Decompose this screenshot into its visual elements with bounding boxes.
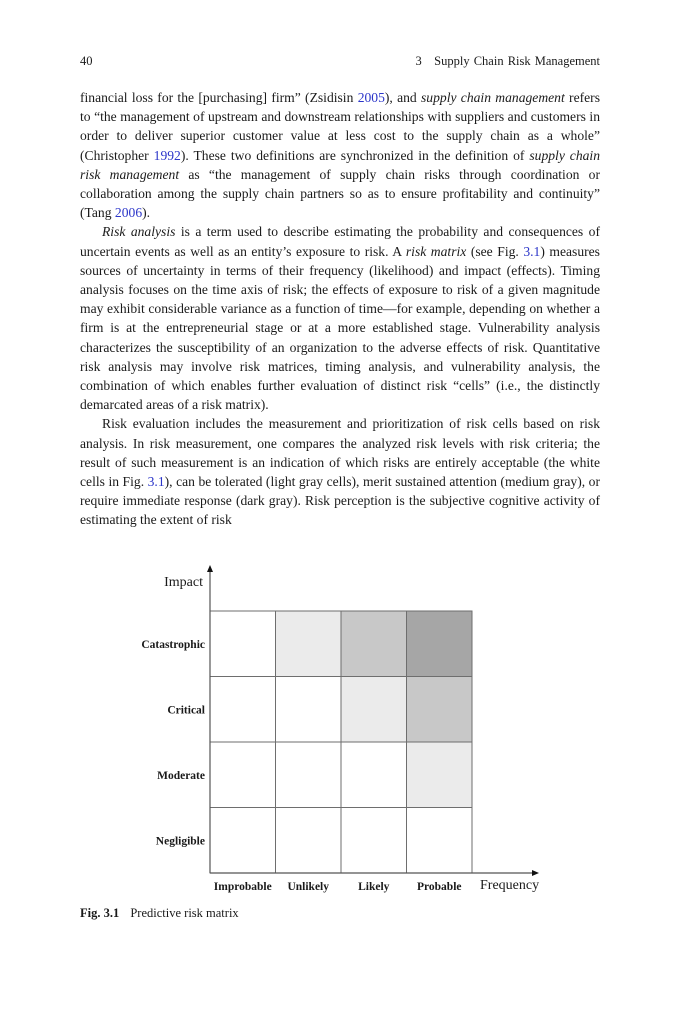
citation-link[interactable]: 3.1: [523, 243, 541, 259]
citation-link[interactable]: 2006: [114, 205, 143, 221]
body-text: [80, 88, 600, 530]
risk-cell: [276, 677, 342, 743]
figure-label: Fig. 3.1: [80, 906, 120, 920]
x-axis-title: Frequency: [480, 878, 540, 893]
y-tick-label: Moderate: [157, 769, 205, 782]
risk-cell: [276, 611, 342, 677]
emphasis-term: Risk analysis: [102, 224, 176, 240]
risk-cell: [276, 742, 342, 808]
emphasis-term: supply chain management: [421, 90, 565, 105]
risk-cell: [407, 611, 473, 677]
risk-matrix-figure: [130, 560, 560, 900]
risk-cell: [407, 677, 473, 743]
figure-caption-text: Predictive risk matrix: [130, 906, 239, 920]
risk-cell: [407, 742, 473, 808]
y-axis-title: Impact: [164, 575, 203, 590]
citation-link[interactable]: 2005: [357, 90, 385, 105]
risk-cell: [341, 677, 407, 743]
risk-cell: [341, 611, 407, 677]
paragraph: Risk evaluation includes the measurement and prioritization of risk cells based on risk analysis. In risk measurement, one compares the analyzed risk levels with risk criteria; the result of such measurement is an indication of which risks are entirely acceptable (the white cells in Fig. 3.1), can be tolerated (light gray cells), merit sustained attention (medium gray), or require immediate response (dark gray). Risk perception is the subjective cognitive activity of estimating the extent of risk: [80, 416, 600, 528]
risk-cell: [341, 742, 407, 808]
matrix-cells: [210, 611, 472, 873]
risk-cell: [341, 808, 407, 874]
page-header: [80, 54, 600, 70]
risk-cell: [276, 808, 342, 874]
y-tick-label: Negligible: [155, 835, 205, 848]
y-tick-label: Critical: [167, 704, 205, 717]
risk-cell: [210, 808, 276, 874]
x-tick-label: Probable: [416, 881, 462, 893]
risk-matrix-chart: [130, 560, 560, 900]
citation-link[interactable]: 1992: [153, 147, 181, 163]
x-tick-label: Likely: [358, 881, 390, 893]
y-tick-label: Catastrophic: [141, 638, 205, 651]
citation-link[interactable]: 3.1: [147, 474, 165, 490]
figure-caption: [80, 906, 239, 921]
y-axis-arrow-icon: [207, 565, 213, 572]
paragraph: financial loss for the [purchasing] firm” (Zsidisin 2005), and supply chain management refers to “the management of upstream and downstream relationships with suppliers and customers in order to deliver superior customer value at less cost to the supply chain as a whole” (Christopher 1992). These two definitions are synchronized in the definition of supply chain risk management as “the management of supply chain risks through coordination or collaboration among the supply chain partners so as to ensure profitability and continuity” (Tang 2006).: [80, 90, 600, 221]
page-number: 40: [80, 54, 93, 68]
risk-cell: [210, 611, 276, 677]
risk-cell: [210, 742, 276, 808]
x-axis-arrow-icon: [532, 870, 539, 876]
x-tick-label: Improbable: [213, 881, 272, 893]
risk-cell: [407, 808, 473, 874]
emphasis-term: risk matrix: [405, 243, 467, 259]
x-tick-label: Unlikely: [287, 881, 330, 893]
risk-cell: [210, 677, 276, 743]
paragraph: Risk analysis is a term used to describe estimating the probability and consequences of uncertain events as well as an entity’s exposure to risk. A risk matrix (see Fig. 3.1) measures sources of uncertainty in terms of their frequency (likelihood) and impact (effects). Timing analysis focuses on the time axis of risk; the effects of exposure to risk of a given magnitude may exhibit considerable variance as a function of time—for example, depending on whether a firm is at the entrepreneurial stage or at a more established stage. Vulnerability analysis characterizes the susceptibility of an organization to the adverse effects of risk. Quantitative risk analysis may involve risk matrices, timing analysis, and vulnerability analysis, the combination of which enables further evaluation of distinct risk “cells” (i.e., the distinctly demarcated areas of a risk matrix).: [80, 224, 600, 413]
running-title: 3 Supply Chain Risk Management: [415, 54, 600, 68]
emphasis-term: supply chain risk management: [80, 147, 600, 182]
